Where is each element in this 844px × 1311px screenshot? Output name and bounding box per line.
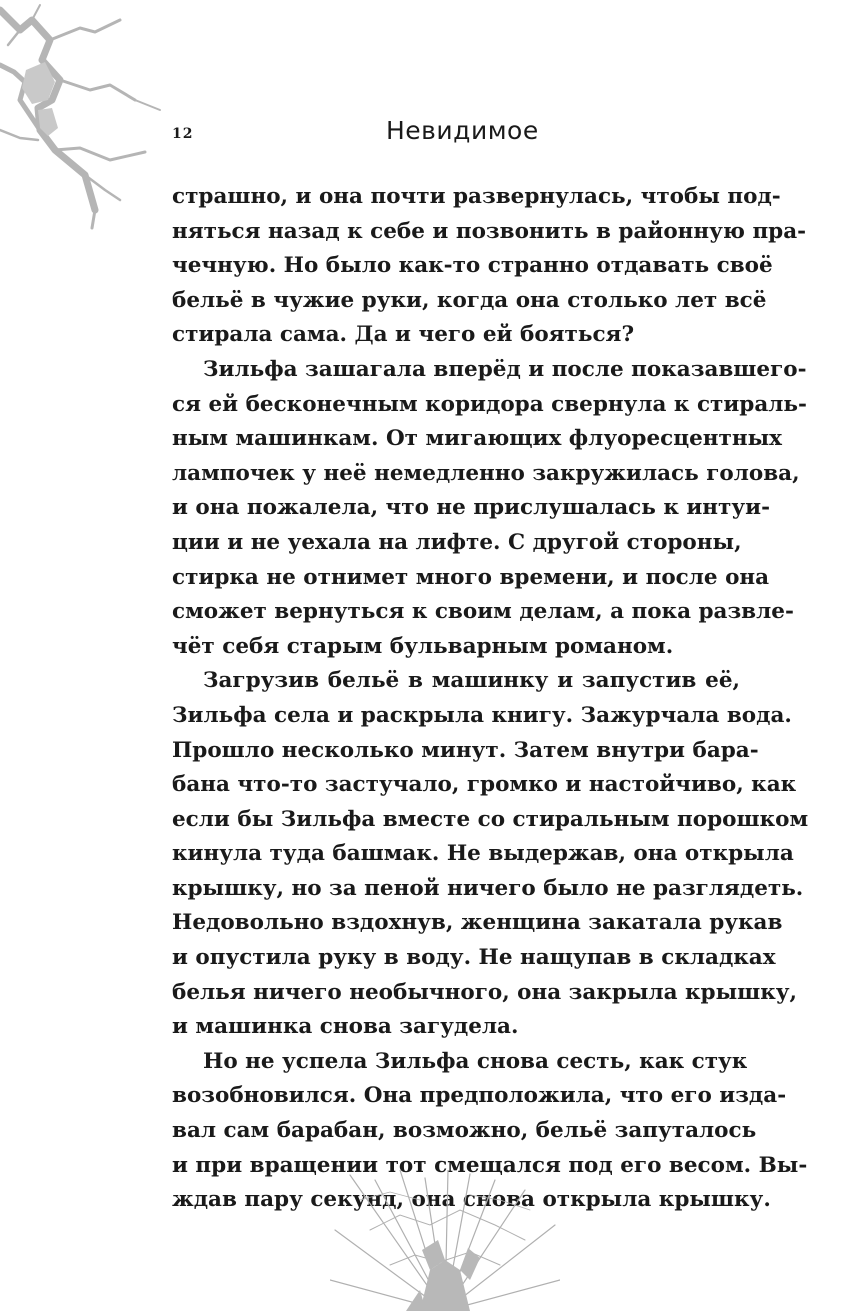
text-line: если бы Зильфа вместе со стиральным порошком <box>172 806 809 832</box>
text-line: чёт себя старым бульварным романом. <box>172 633 674 659</box>
crack-decoration-top-left-icon <box>0 0 190 230</box>
text-line: стирка не отнимет много времени, и после она <box>172 564 770 590</box>
text-line: и машинка снова загудела. <box>172 1014 519 1040</box>
text-line: Зильфа зашагала вперёд и после показавшего- <box>203 356 807 382</box>
paragraph <box>172 180 807 353</box>
text-line: Недовольно вздохнув, женщина закатала рукав <box>172 910 783 936</box>
text-line: и опустила руку в воду. Не нащупав в складках <box>172 945 776 971</box>
text-line: Прошло несколько минут. Затем внутри бара- <box>172 737 759 763</box>
text-line: Но не успела Зильфа снова сесть, как стук <box>203 1048 748 1074</box>
text-line: бана что-то застучало, громко и настойчиво, как <box>172 772 797 798</box>
text-line: ции и не уехала на лифте. С другой стороны, <box>172 529 742 555</box>
text-line: крышку, но за пеной ничего было не разглядеть. <box>172 875 804 901</box>
text-line: кинула туда башмак. Не выдержав, она открыла <box>172 841 794 867</box>
text-line: возобновился. Она предположила, что его изда- <box>172 1083 787 1109</box>
text-line: стирала сама. Да и чего ей бояться? <box>172 322 635 348</box>
running-title: Невидимое <box>386 116 539 145</box>
paragraph <box>172 664 809 1045</box>
shattered-glass-decoration-icon <box>330 1170 560 1311</box>
text-line: ждав пару секунд, она снова открыла крышку. <box>172 1187 771 1213</box>
text-line: ным машинкам. От мигающих флуоресцентных <box>172 426 782 452</box>
text-line: белья ничего необычного, она закрыла крышку, <box>172 979 798 1005</box>
text-line: и она пожалела, что не прислушалась к интуи- <box>172 495 771 521</box>
text-line: няться назад к себе и позвонить в районную пра- <box>172 218 807 244</box>
text-line: и при вращении тот смещался под его весом. Вы- <box>172 1152 808 1178</box>
paragraph <box>172 353 807 664</box>
text-line: Загрузив бельё в машинку и запустив её, <box>203 668 740 694</box>
text-line: вал сам барабан, возможно, бельё запуталось <box>172 1118 757 1144</box>
text-line: Зильфа села и раскрыла книгу. Зажурчала вода. <box>172 702 792 728</box>
text-line: лампочек у неё немедленно закружилась голова, <box>172 460 800 486</box>
page-number: 12 <box>172 126 194 142</box>
text-line: бельё в чужие руки, когда она столько лет всё <box>172 287 767 313</box>
text-line: страшно, и она почти развернулась, чтобы под- <box>172 184 781 209</box>
text-line: сможет вернуться к своим делам, а пока развле- <box>172 599 794 625</box>
body-text <box>172 180 809 1218</box>
text-line: чечную. Но было как-то странно отдавать своё <box>172 253 773 279</box>
text-line: ся ей бесконечным коридора свернула к стираль- <box>172 391 807 417</box>
